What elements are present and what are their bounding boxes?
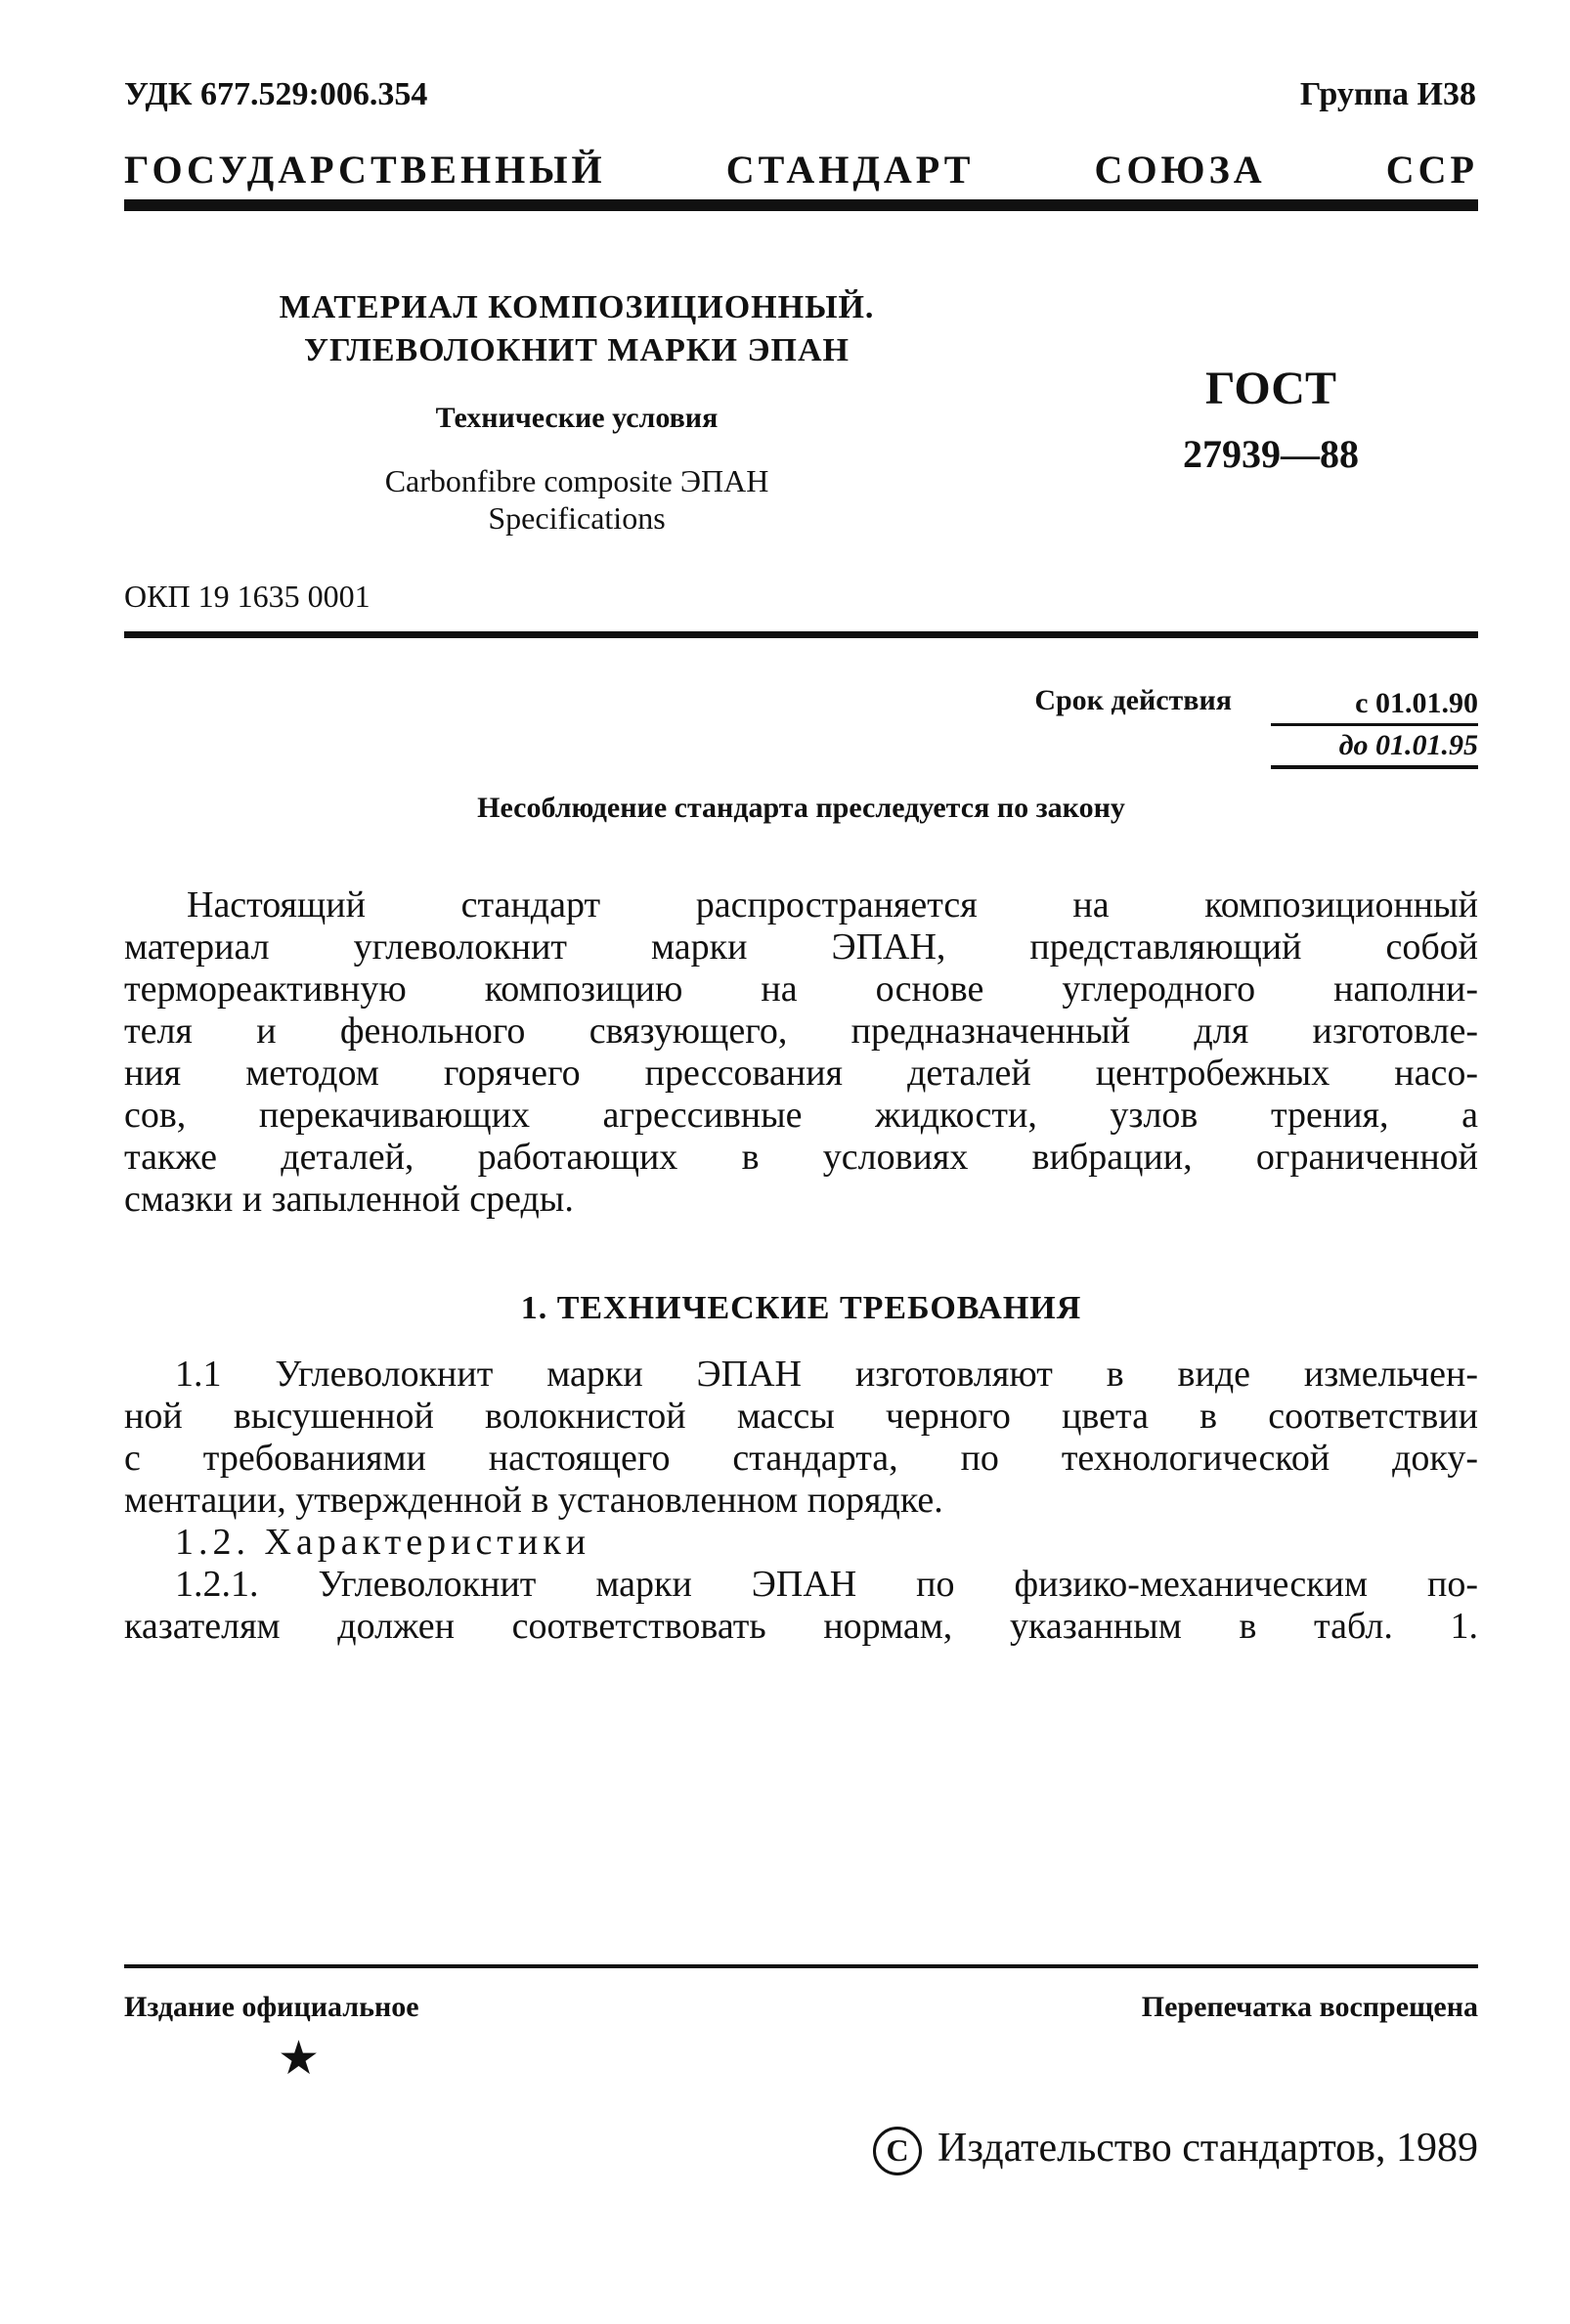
edition-note: Издание официальное	[124, 1991, 419, 2023]
gost-number: 27939—88	[1183, 432, 1359, 476]
footer-rule	[124, 1964, 1478, 1968]
gost-block	[1154, 362, 1388, 477]
reprint-note: Перепечатка воспрещена	[1141, 1991, 1478, 2023]
validity-label: Срок действия	[1034, 684, 1232, 716]
udc-code: УДК 677.529:006.354	[124, 76, 428, 112]
validity-to: до 01.01.95	[1271, 726, 1478, 769]
title-english-2: Specifications	[488, 500, 666, 536]
section-line: ной высушенной волокнистой массы черного цвета в соответствии	[124, 1396, 1478, 1437]
title-rule	[124, 631, 1478, 638]
law-notice: Несоблюдение стандарта преследуется по закону	[477, 792, 1125, 824]
gost-label: ГОСТ	[1205, 363, 1336, 414]
intro-line: Настоящий стандарт распространяется на композиционный	[187, 884, 1478, 925]
section-line: ментации, утвержденной в установленном порядке.	[124, 1480, 943, 1521]
intro-line: ния методом горячего прессования деталей центробежных насо-	[124, 1053, 1478, 1094]
intro-line: также деталей, работающих в условиях вибрации, ограниченной	[124, 1137, 1478, 1178]
section-line: 1.2. Характеристики	[175, 1522, 591, 1563]
title-line-1: МАТЕРИАЛ КОМПОЗИЦИОННЫЙ.	[279, 289, 875, 325]
copyright-icon: C	[873, 2127, 922, 2175]
intro-line: термореактивную композицию на основе углеродного наполни-	[124, 968, 1478, 1010]
copyright-line	[772, 2125, 1478, 2175]
okp-code: ОКП 19 1635 0001	[124, 579, 371, 614]
section-line: казателям должен соответствовать нормам, указанным в табл. 1.	[124, 1606, 1478, 1647]
standard-banner: ГОСУДАРСТВЕННЫЙ СТАНДАРТ СОЮЗА ССР	[124, 148, 1478, 192]
copyright-text: Издательство стандартов, 1989	[938, 2126, 1478, 2171]
section-line: 1.1 Углеволокнит марки ЭПАН изготовляют в виде измельчен-	[175, 1354, 1478, 1395]
section-line: 1.2.1. Углеволокнит марки ЭПАН по физико-механическим по-	[175, 1564, 1478, 1605]
intro-line: теля и фенольного связующего, предназначенный для изготовле-	[124, 1011, 1478, 1052]
intro-line: материал углеволокнит марки ЭПАН, представляющий собой	[124, 926, 1478, 968]
title-subtitle: Технические условия	[435, 402, 719, 434]
title-block	[196, 286, 958, 537]
section-line: с требованиями настоящего стандарта, по технологической доку-	[124, 1438, 1478, 1479]
title-line-2: УГЛЕВОЛОКНИТ МАРКИ ЭПАН	[304, 332, 850, 368]
header-rule	[124, 199, 1478, 211]
intro-line: смазки и запыленной среды.	[124, 1179, 574, 1220]
title-english-1: Carbonfibre composite ЭПАН	[384, 463, 769, 498]
section-heading: 1. ТЕХНИЧЕСКИЕ ТРЕБОВАНИЯ	[520, 1290, 1082, 1326]
validity-from: с 01.01.90	[1271, 684, 1478, 726]
validity-dates	[1271, 684, 1478, 769]
section-1-text	[124, 1354, 1478, 1648]
intro-paragraph	[124, 884, 1478, 1221]
group-code: Группа И38	[1299, 76, 1476, 112]
intro-line: сов, перекачивающих агрессивные жидкости, узлов трения, а	[124, 1095, 1478, 1136]
star-icon: ★	[278, 2033, 321, 2085]
